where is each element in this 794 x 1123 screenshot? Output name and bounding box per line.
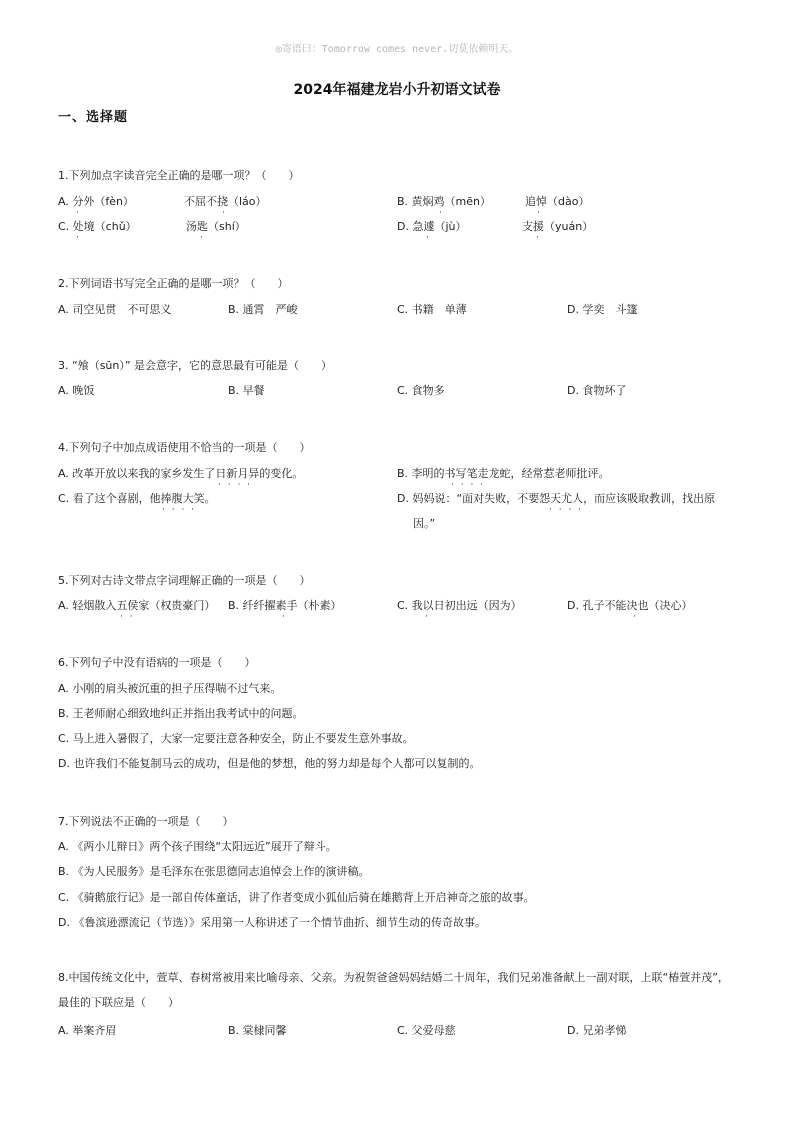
question-1-stem: 1.下列加点字读音完全正确的是哪一项？（ ）	[58, 169, 300, 182]
emphasis-dots: ·	[633, 612, 638, 622]
q3-option-c: C. 食物多	[397, 384, 445, 397]
emphasis-dots: · · · ·	[549, 505, 584, 515]
question-5-stem: 5.下列对古诗文带点字词理解正确的一项是（ ）	[58, 574, 311, 587]
q2-option-b: B. 通霄 严峻	[228, 303, 298, 316]
question-6-stem: 6.下列句子中没有语病的一项是（ ）	[58, 656, 256, 669]
q8-option-b: B. 棠棣同馨	[228, 1024, 287, 1037]
emphasis-dots: ·	[200, 233, 205, 243]
q1-option-b: B. 黄焖鸡（mēn）	[397, 195, 491, 208]
q7-option-d: D. 《鲁滨逊漂流记（节选）》采用第一人称讲述了一个情节曲折、细节生动的传奇故事。	[58, 916, 486, 929]
q4-option-c: C. 看了这个喜剧，他捧腹大笑。	[58, 492, 216, 505]
emphasis-dots: ·	[222, 208, 227, 218]
page-title: 2024年福建龙岩小升初语文试卷	[293, 82, 501, 98]
question-2-stem: 2.下列词语书写完全正确的是哪一项？（ ）	[58, 277, 289, 290]
q2-option-a: A. 司空见贯 不可思义	[58, 303, 172, 316]
q7-option-b: B. 《为人民服务》是毛泽东在张思德同志追悼会上作的演讲稿。	[58, 865, 370, 878]
q5-option-a: A. 轻烟散入五侯家（权贵豪门）	[58, 599, 216, 612]
q1-option-d: D. 急遽（jù）	[397, 220, 467, 233]
emphasis-dots: ·	[439, 208, 444, 218]
q6-option-c: C. 马上进入暑假了，大家一定要注意各种安全，防止不要发生意外事故。	[58, 732, 414, 745]
q5-option-c: C. 我以日初出远（因为）	[397, 599, 522, 612]
question-3-stem: 3. “飧（sūn）” 是会意字，它的意思最有可能是（ ）	[58, 359, 333, 372]
emphasis-dots: · ·	[120, 612, 135, 622]
q8-option-c: C. 父爱母慈	[397, 1024, 456, 1037]
q5-option-b: B. 纤纤擢素手（朴素）	[228, 599, 342, 612]
motto-header: ◎寄语曰：Tomorrow comes never.切莫依赖明天。	[275, 44, 519, 55]
q5-option-d: D. 孔子不能决也（决心）	[567, 599, 693, 612]
q1-option-d-word2: 支援（yuán）	[522, 220, 594, 233]
q3-option-b: B. 早餐	[228, 384, 265, 397]
q3-option-d: D. 食物坏了	[567, 384, 627, 397]
emphasis-dots: · · · ·	[162, 505, 197, 515]
q6-option-d: D. 也许我们不能复制马云的成功，但是他的梦想，他的努力却是每个人都可以复制的。	[58, 757, 481, 770]
q7-option-a: A. 《两小儿辩日》两个孩子围绕“太阳远近”展开了辩斗。	[58, 840, 337, 853]
section-heading: 一、选择题	[58, 110, 129, 125]
q4-option-d-continued: 因。”	[413, 517, 436, 530]
q7-option-c: C. 《骑鹅旅行记》是一部自传体童话，讲了作者变成小狐仙后骑在雄鹅背上开启神奇之旅的故事。	[58, 891, 535, 904]
q2-option-d: D. 学奕 斗篷	[567, 303, 638, 316]
q6-option-a: A. 小刚的肩头被沉重的担子压得喘不过气来。	[58, 682, 282, 695]
q4-option-a: A. 改革开放以来我的家乡发生了日新月异的变化。	[58, 467, 304, 480]
emphasis-dots: · · · ·	[451, 480, 486, 490]
q6-option-b: B. 王老师耐心细致地纠正并指出我考试中的问题。	[58, 707, 304, 720]
emphasis-dots: ·	[76, 233, 81, 243]
question-8-stem: 8.中国传统文化中，萱草、春树常被用来比喻母亲、父亲。为祝贺爸爸妈妈结婚二十周年，我们兄弟准备献上一副对联，上联“椿萱并茂”，最佳的下联应是（ ）	[58, 971, 729, 1009]
q4-option-b: B. 李明的书写笔走龙蛇，经常惹老师批评。	[397, 467, 610, 480]
emphasis-dots: ·	[537, 208, 542, 218]
q1-option-b-word2: 追悼（dào）	[525, 195, 590, 208]
q3-option-a: A. 晚饭	[58, 384, 95, 397]
emphasis-dots: ·	[282, 612, 287, 622]
q1-option-a-word2: 不屈不挠（láo）	[184, 195, 267, 208]
question-4-stem: 4.下列句子中加点成语使用不恰当的一项是（ ）	[58, 441, 311, 454]
emphasis-dots: ·	[536, 233, 541, 243]
question-7-stem: 7.下列说法不正确的一项是（ ）	[58, 815, 234, 828]
q1-option-c: C. 处境（chǔ）	[58, 220, 137, 233]
emphasis-dots: ·	[425, 612, 430, 622]
q1-option-c-word2: 汤匙（shí）	[186, 220, 246, 233]
q1-option-a: A. 分外（fèn）	[58, 195, 134, 208]
q4-option-d: D. 妈妈说：“面对失败，不要怨天尤人，而应该吸取教训，找出原	[397, 492, 716, 505]
q8-option-a: A. 举案齐眉	[58, 1024, 117, 1037]
emphasis-dots: ·	[76, 208, 81, 218]
q2-option-c: C. 书籍 单薄	[397, 303, 467, 316]
emphasis-dots: ·	[426, 233, 431, 243]
q8-option-d: D. 兄弟孝悌	[567, 1024, 627, 1037]
emphasis-dots: · · · ·	[218, 480, 253, 490]
